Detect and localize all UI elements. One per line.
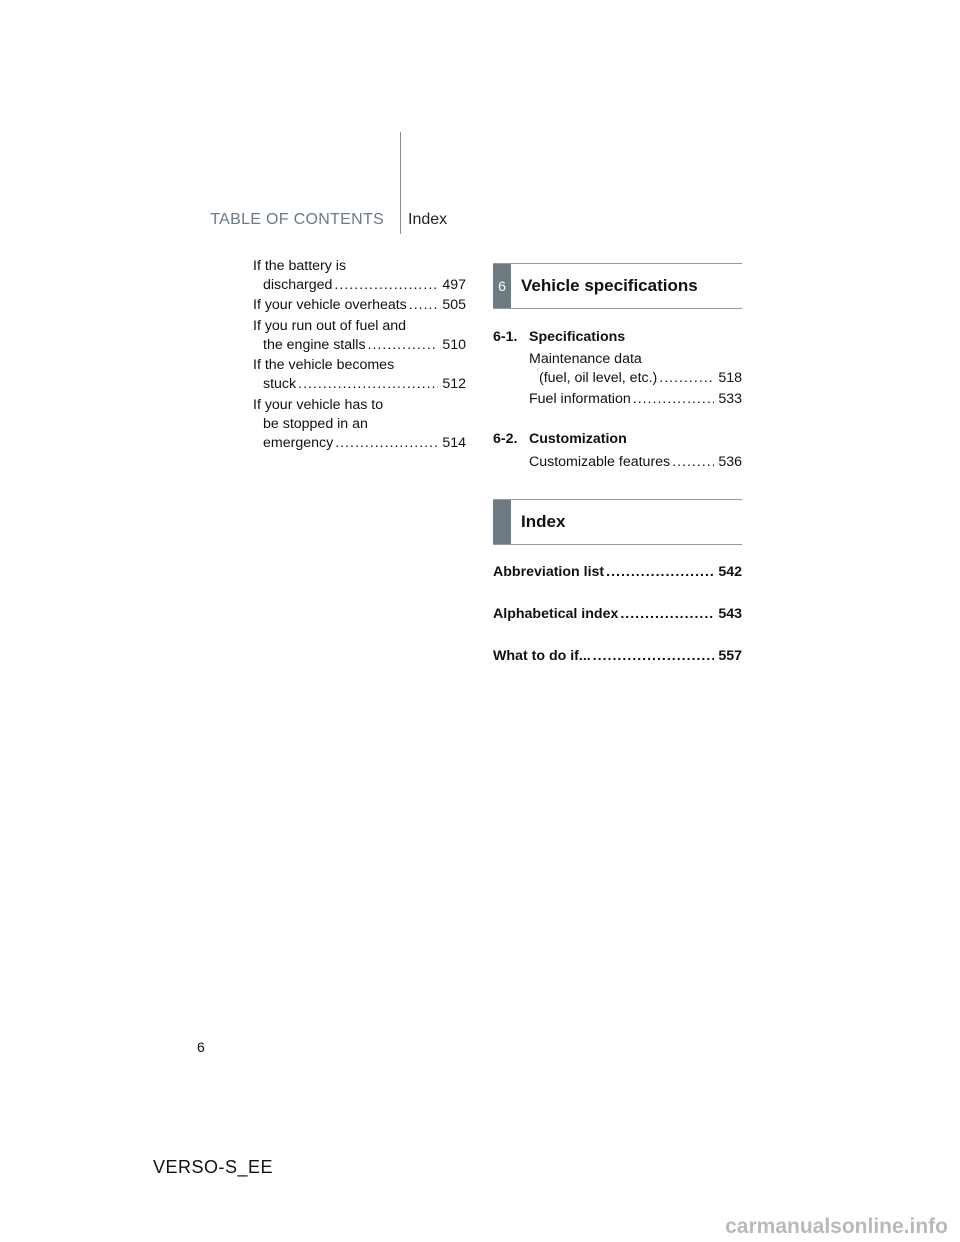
entry-text: (fuel, oil level, etc.) xyxy=(539,370,658,386)
entry-text: If your vehicle has to xyxy=(253,397,384,413)
entry-text: If the vehicle becomes xyxy=(253,357,395,373)
dot-leader xyxy=(368,336,439,355)
subsection-title: Customization xyxy=(529,431,627,447)
entry-text: discharged xyxy=(263,277,333,293)
subsection-number: 6-2. xyxy=(493,431,518,447)
entry-text: What to do if... xyxy=(493,648,591,664)
entry-text: the engine stalls xyxy=(263,337,366,353)
section-header-vehicle-specifications[interactable] xyxy=(493,263,742,309)
dot-leader xyxy=(633,390,715,409)
subsection-number: 6-1. xyxy=(493,329,518,345)
page-ref: 497 xyxy=(442,277,466,293)
dot-leader xyxy=(298,375,438,394)
table-of-contents-link[interactable]: TABLE OF CONTENTS xyxy=(210,211,384,228)
toc-entry-vehicle-overheats[interactable] xyxy=(253,296,466,315)
page-ref: 557 xyxy=(718,648,742,664)
section-title: Index xyxy=(521,512,566,531)
model-code: VERSO-S_EE xyxy=(153,1157,274,1177)
entry-text: Abbreviation list xyxy=(493,564,605,580)
page-ref: 542 xyxy=(718,564,742,580)
watermark: carmanualsonline.info xyxy=(725,1215,948,1238)
section-tab-number: 6 xyxy=(493,264,511,308)
toc-entry-alphabetical-index[interactable] xyxy=(493,606,742,622)
entry-text: If you run out of fuel and xyxy=(253,318,407,334)
page-ref: 510 xyxy=(442,337,466,353)
page-ref: 543 xyxy=(718,606,742,622)
toc-entry-fuel-information[interactable] xyxy=(529,390,742,409)
entry-text: be stopped in an xyxy=(263,416,368,432)
page-number: 6 xyxy=(197,1039,205,1055)
toc-entry-out-of-fuel[interactable] xyxy=(253,317,466,355)
dot-leader xyxy=(334,276,438,295)
toc-entry-battery-discharged[interactable] xyxy=(253,257,466,295)
dot-leader xyxy=(659,369,714,388)
subsection-title: Specifications xyxy=(529,329,626,345)
entry-text: Customizable features xyxy=(529,454,671,470)
toc-entry-emergency-stop[interactable] xyxy=(253,396,466,453)
toc-entry-maintenance-data[interactable] xyxy=(529,350,742,388)
page-ref: 514 xyxy=(442,435,466,451)
toc-entry-what-to-do-if[interactable] xyxy=(493,648,742,664)
page-ref: 518 xyxy=(718,370,742,386)
subsection-specifications[interactable] xyxy=(493,329,625,345)
entry-text: emergency xyxy=(263,435,334,451)
entry-text: If your vehicle overheats xyxy=(253,297,407,313)
dot-leader xyxy=(409,296,439,315)
entry-text: Fuel information xyxy=(529,391,631,407)
dot-leader xyxy=(335,434,438,453)
page-ref: 536 xyxy=(718,454,742,470)
entry-text: Maintenance data xyxy=(529,351,642,367)
section-tab xyxy=(493,500,511,544)
section-title: Vehicle specifications xyxy=(521,276,698,295)
dot-leader xyxy=(593,648,715,664)
toc-entry-vehicle-stuck[interactable] xyxy=(253,356,466,394)
header-divider xyxy=(400,132,401,234)
subsection-customization[interactable] xyxy=(493,431,627,447)
dot-leader xyxy=(606,564,714,580)
page-ref: 505 xyxy=(442,297,466,313)
dot-leader xyxy=(620,606,714,622)
index-link[interactable]: Index xyxy=(408,211,448,228)
page-ref: 512 xyxy=(442,376,466,392)
toc-entry-abbreviation-list[interactable] xyxy=(493,564,742,580)
page-ref: 533 xyxy=(718,391,742,407)
toc-entry-customizable-features[interactable] xyxy=(529,453,742,472)
entry-text: If the battery is xyxy=(253,258,347,274)
entry-text: Alphabetical index xyxy=(493,606,619,622)
section-header-index[interactable] xyxy=(493,499,742,545)
dot-leader xyxy=(672,453,714,472)
entry-text: stuck xyxy=(263,376,297,392)
